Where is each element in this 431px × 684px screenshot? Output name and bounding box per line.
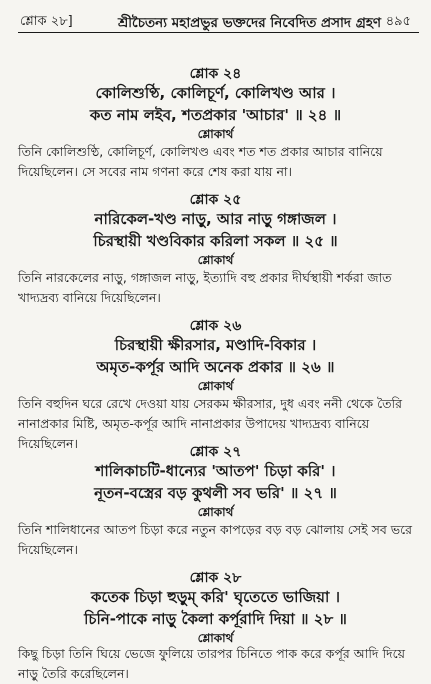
running-header <box>14 4 417 34</box>
verse-line: কোলিশুণ্ঠি, কোলিচূর্ণ, কোলিখণ্ড আর । <box>95 84 336 102</box>
verse-title: শ্লোক ২৫ <box>189 192 242 208</box>
verse-title: শ্লোক ২৪ <box>189 66 242 82</box>
header-chapter-title: শ্রীচৈতন্য মহাপ্রভুর ভক্তদের নিবেদিত প্রসাদ গ্রহণ <box>118 15 382 31</box>
translation-paragraph: তিনি বহুদিন ঘরে রেখে দেওয়া যায় সেরকম ক্ষীরসার, দুধ এবং ননী থেকে তৈরি নানাপ্রকার মিষ্টি, অমৃত-কর্পূর আদি নানাপ্রকার উপাদেয় খাদ্যদ্রব্য বানিয়ে দিয়েছিলেন। <box>18 396 402 451</box>
verse-line: চিরস্থায়ী ক্ষীরসার, মণ্ডাদি-বিকার । <box>114 336 317 354</box>
verse-line: কতেক চিড়া হুড়ুম্ করি' ঘৃতেতে ভাজিয়া । <box>91 588 340 606</box>
verse-title: শ্লোক ২৬ <box>189 318 242 334</box>
header-rule <box>18 32 419 33</box>
translation-paragraph: তিনি নারকেলের নাড়ু, গঙ্গাজল নাড়ু, ইত্যাদি বহু প্রকার দীর্ঘস্থায়ী শর্করা জাত খাদ্যদ্রব্য বানিয়ে দিয়েছিলেন। <box>18 270 392 305</box>
verse-title: শ্লোক ২৮ <box>189 570 242 586</box>
verse-line: কত নাম লইব, শতপ্রকার 'আচার' ॥ ২৪ ॥ <box>89 106 342 124</box>
translation-heading: শ্লোকার্থ <box>197 505 234 519</box>
translation-paragraph: কিছু চিড়া তিনি ঘিয়ে ভেজে ফুলিয়ে তারপর চিনিতে পাক করে কর্পূর আদি দিয়ে নাড়ু তৈরি করেছিলেন। <box>18 646 405 681</box>
verse-line: নারিকেল-খণ্ড নাড়ু, আর নাড়ু গঙ্গাজল । <box>94 210 337 228</box>
verse-line: অমৃত-কর্পূর আদি অনেক প্রকার ॥ ২৬ ॥ <box>96 358 335 376</box>
translation-paragraph: তিনি কোলিশুণ্ঠি, কোলিচূর্ণ, কোলিখণ্ড এবং শত শত প্রকার আচার বানিয়ে দিয়েছিলেন। সে সবের নাম গণনা করে শেষ করা যায় না। <box>18 144 383 179</box>
translation-paragraph: তিনি শালিধানের আতপ চিড়া করে নতুন কাপড়ের বড় বড় ঝোলায় সেই সব ভরে দিয়েছিলেন। <box>18 522 412 557</box>
verse-title: শ্লোক ২৭ <box>189 444 242 460</box>
translation-heading: শ্লোকার্থ <box>197 631 234 645</box>
translation-heading: শ্লোকার্থ <box>197 379 234 393</box>
translation-heading: শ্লোকার্থ <box>197 127 234 141</box>
verse-line: চিনি-পাকে নাড়ু কৈলা কর্পূরাদি দিয়া ॥ ২৮ ॥ <box>84 610 347 628</box>
page-number: ৪৯৫ <box>385 14 411 29</box>
verse-line: চিরস্থায়ী খণ্ডবিকার করিলা সকল ॥ ২৫ ॥ <box>93 232 338 250</box>
verse-line: নূতন-বস্ত্রের বড় কুথলী সব ভরি' ॥ ২৭ ॥ <box>94 484 337 502</box>
header-verse-ref: শ্লোক ২৮] <box>20 14 73 29</box>
verse-line: শালিকাচটি-ধান্যের 'আতপ' চিড়া করি' । <box>95 462 336 480</box>
translation-heading: শ্লোকার্থ <box>197 253 234 267</box>
